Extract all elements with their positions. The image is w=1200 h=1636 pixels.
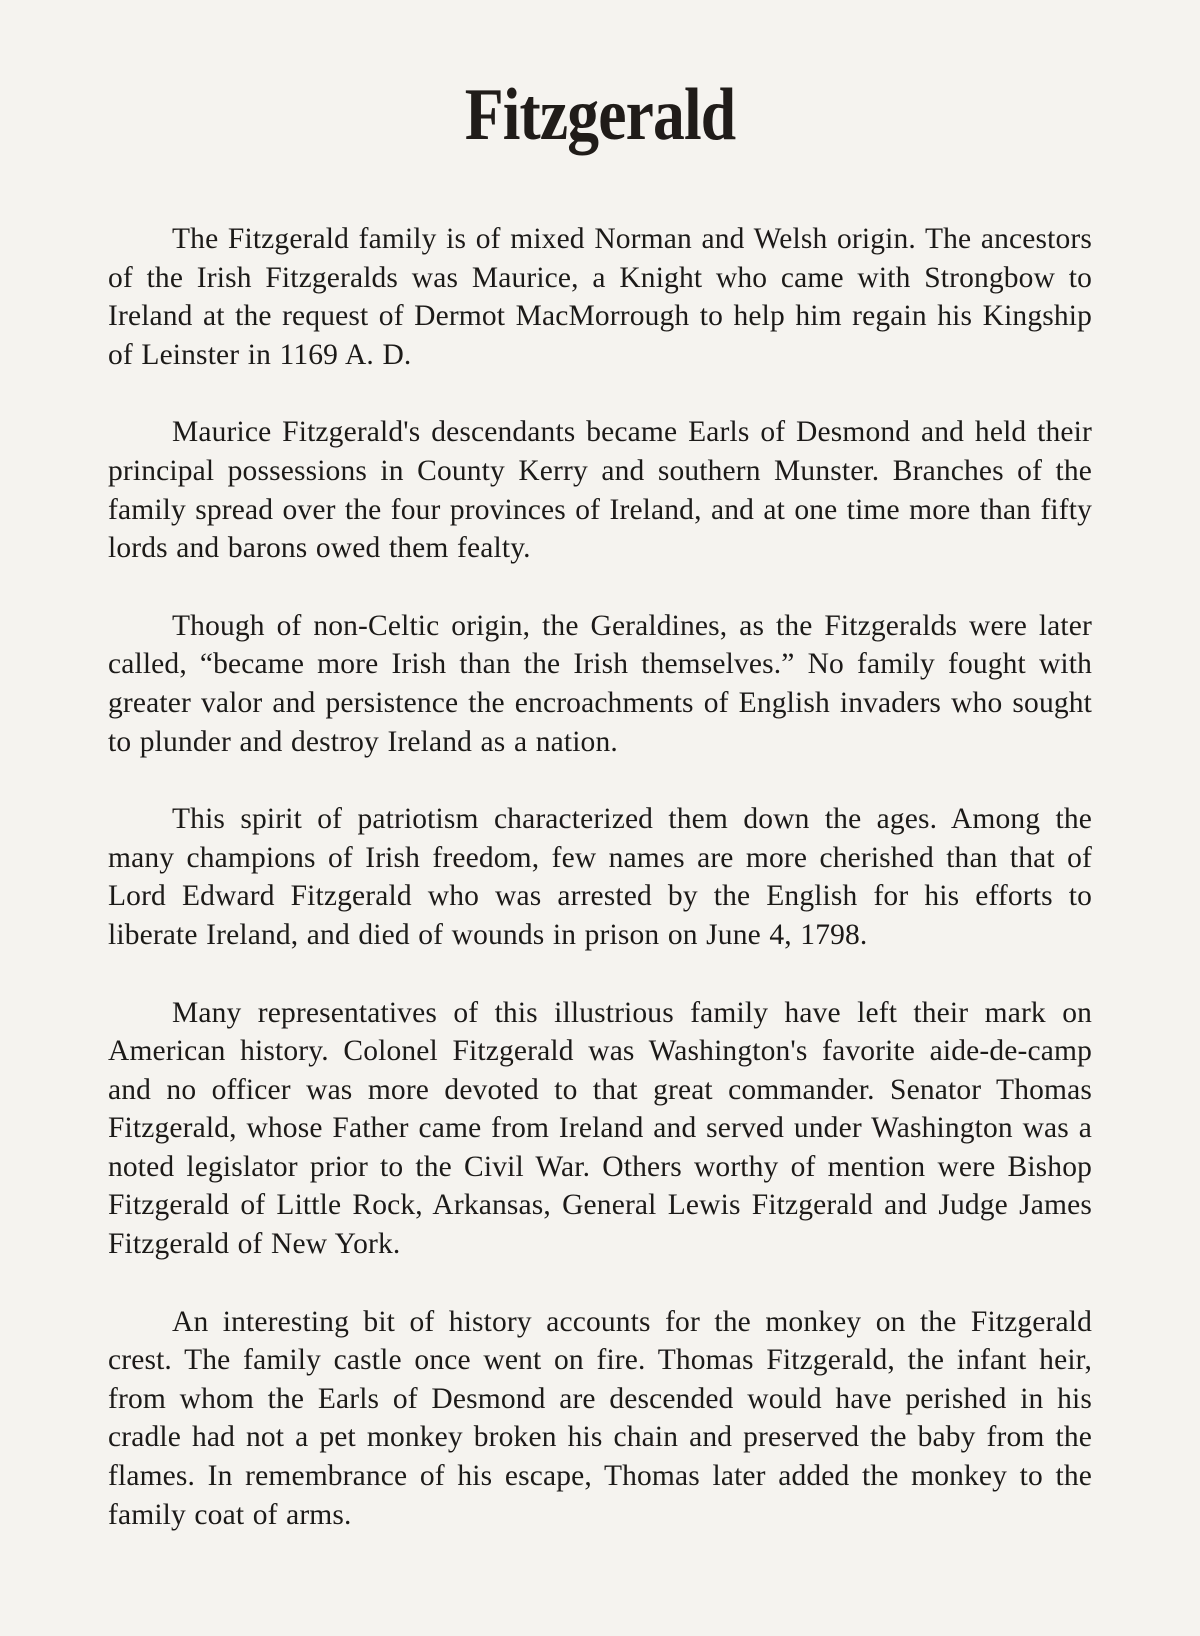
paragraph-patriotism: This spirit of patriotism characterized them down the ages. Among the many champions of Irish freedom, few names are more cherished than that of Lord Edward Fitzgerald who was arrested by the English for his efforts to liberate Ireland, and died of wounds in prison on June 4, 1798. bbox=[108, 803, 1092, 951]
paragraph-desmond: Maurice Fitzgerald's descendants became Earls of Desmond and held their principal possessions in County Kerry and southern Munster. Branches of the family spread over the four provinces of Ireland, and at one time more than fifty lords and barons owed them fealty. bbox=[108, 416, 1092, 565]
paragraph-monkey-crest: An interesting bit of history accounts for the monkey on the Fitzgerald crest. The family castle once went on fire. Thomas Fitzgerald, the infant heir, from whom the Earls of Desmond are descended would have perished in his cradle had not a pet monkey broken his chain and preserved the baby from the flames. In remembrance of his escape, Thomas later added the monkey to the family coat of arms. bbox=[108, 1305, 1092, 1531]
document-body bbox=[108, 220, 1092, 1534]
page-title: Fitzgerald bbox=[464, 74, 736, 156]
paragraph-geraldines: Though of non-Celtic origin, the Geraldines, as the Fitzgeralds were later called, “became more Irish than the Irish themselves.” No family fought with greater valor and persistence the encroachments of English invaders who sought to plunder and destroy Ireland as a nation. bbox=[108, 609, 1092, 758]
paragraph-american-history: Many representatives of this illustrious family have left their mark on American history. Colonel Fitzgerald was Washington's favorite aide-de-camp and no officer was more devoted to that great commander. Senator Thomas Fitzgerald, whose Father came from Ireland and served under Washington was a noted legislator prior to the Civil War. Others worthy of mention were Bishop Fitzgerald of Little Rock, Arkansas, General Lewis Fitzgerald and Judge James Fitzgerald of New York. bbox=[108, 996, 1092, 1261]
paragraph-origin: The Fitzgerald family is of mixed Norman and Welsh origin. The ancestors of the Irish Fitzgeralds was Maurice, a Knight who came with Strongbow to Ireland at the request of Dermot MacMorrough to help him regain his Kingship of Leinster in 1169 A. D. bbox=[108, 223, 1092, 371]
